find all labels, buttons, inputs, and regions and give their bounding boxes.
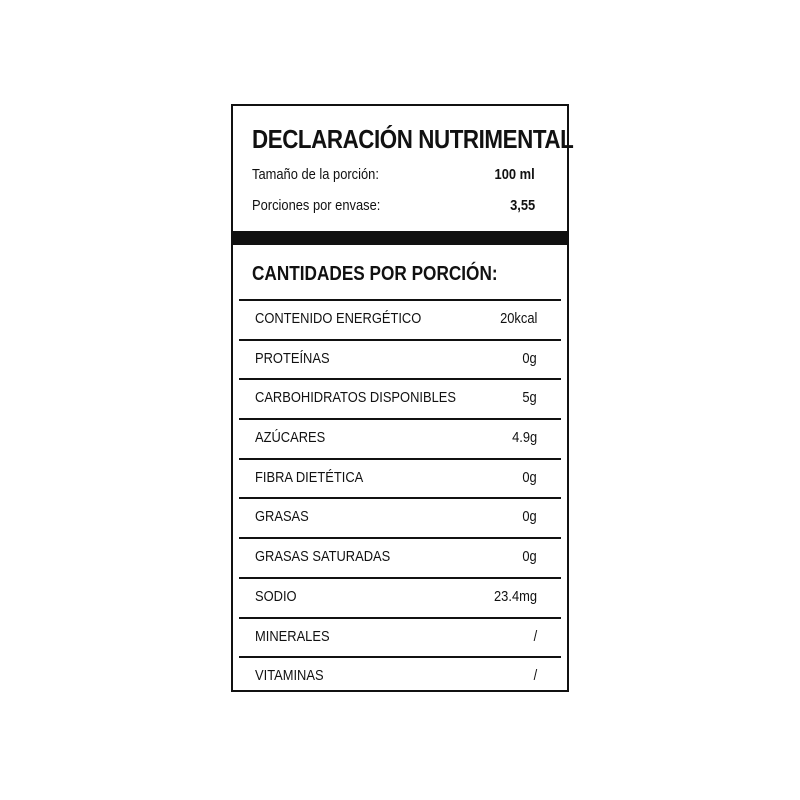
nutrient-row-fiber bbox=[239, 458, 561, 498]
nutrient-row-protein bbox=[239, 339, 561, 379]
servings-per-container-label: Porciones por envase: bbox=[252, 197, 381, 214]
section-divider-bar bbox=[233, 231, 567, 245]
nutrient-row-vitamins bbox=[239, 656, 561, 696]
nutrient-amount: 0g bbox=[522, 508, 537, 526]
nutrient-amount: 0g bbox=[522, 468, 537, 486]
nutrient-name: FIBRA DIETÉTICA bbox=[255, 468, 364, 486]
nutrient-name: PROTEÍNAS bbox=[255, 349, 330, 367]
nutrient-amount: 23.4mg bbox=[493, 587, 537, 605]
label-title: DECLARACIÓN NUTRIMENTAL bbox=[252, 124, 574, 154]
nutrient-row-sodium bbox=[239, 577, 561, 617]
nutrition-label bbox=[231, 104, 574, 692]
nutrient-name: CONTENIDO ENERGÉTICO bbox=[255, 310, 422, 327]
nutrient-row-fats bbox=[239, 497, 561, 537]
nutrient-name: VITAMINAS bbox=[255, 667, 324, 685]
nutrient-row-sugars bbox=[239, 418, 561, 458]
servings-per-container-value: 3,55 bbox=[509, 197, 535, 214]
nutrient-name: MINERALES bbox=[255, 627, 330, 645]
nutrient-amount: 4.9g bbox=[511, 429, 537, 447]
serving-size-label: Tamaño de la porción: bbox=[252, 166, 379, 183]
nutrient-name: GRASAS SATURADAS bbox=[255, 548, 391, 566]
nutrient-amount: 5g bbox=[522, 389, 537, 407]
nutrient-name: GRASAS bbox=[255, 508, 309, 526]
nutrient-name: AZÚCARES bbox=[255, 429, 326, 447]
nutrient-table bbox=[239, 299, 561, 696]
nutrient-row-saturated-fats bbox=[239, 537, 561, 577]
nutrient-name: CARBOHIDRATOS DISPONIBLES bbox=[255, 389, 456, 407]
nutrient-row-energy bbox=[239, 299, 561, 339]
per-serving-heading: CANTIDADES POR PORCIÓN: bbox=[252, 263, 498, 285]
nutrient-amount: / bbox=[533, 667, 537, 685]
nutrient-name: SODIO bbox=[255, 587, 297, 605]
serving-size-row bbox=[252, 166, 535, 188]
nutrient-row-minerals bbox=[239, 617, 561, 657]
nutrient-amount: 0g bbox=[522, 548, 537, 566]
serving-size-value: 100 ml bbox=[494, 166, 535, 183]
nutrient-amount: 20kcal bbox=[499, 310, 537, 327]
nutrient-amount: 0g bbox=[522, 349, 537, 367]
nutrient-amount: / bbox=[533, 627, 537, 645]
nutrient-row-carbohydrates bbox=[239, 378, 561, 418]
servings-per-container-row bbox=[252, 197, 535, 219]
